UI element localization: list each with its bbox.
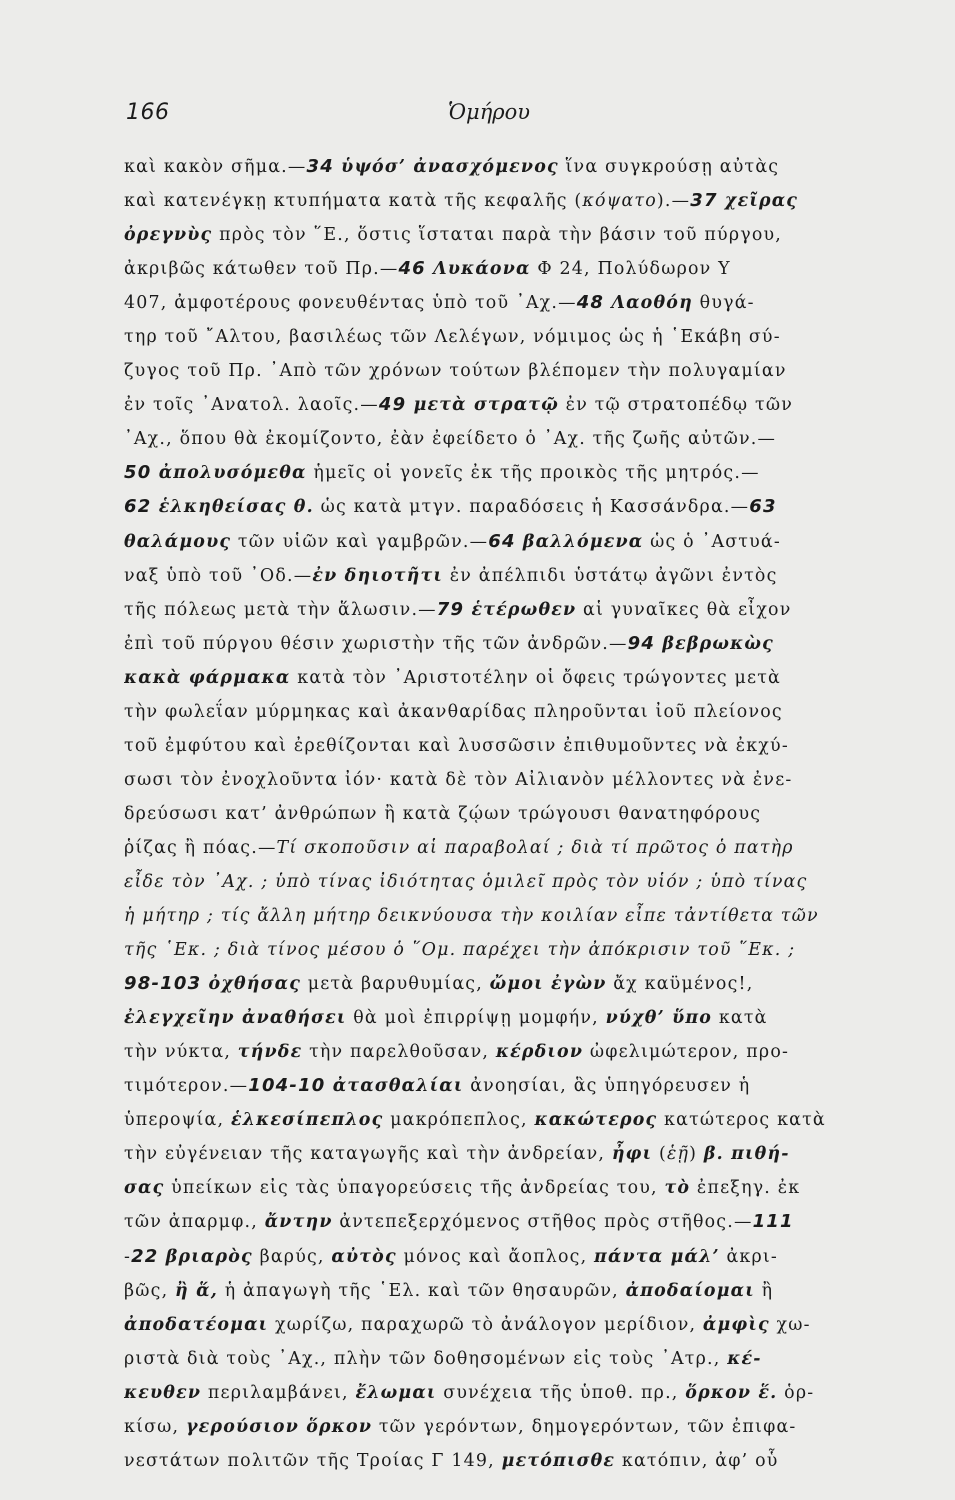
lemma: ὤμοι ἐγὼν — [489, 974, 607, 995]
text-segment: τῆς πόλεως μετὰ τὴν ἅλωσιν.— — [124, 599, 437, 620]
text-line — [124, 184, 876, 218]
text-segment: σωσι τὸν ἐνοχλοῦντα ἰόν· κατὰ δὲ τὸν Αἰλιανὸν μέλλοντες νὰ ἐνε- — [124, 769, 793, 790]
text-segment: τῶν γερόντων, δημογερόντων, τῶν ἐπιφα- — [372, 1416, 797, 1437]
text-segment: τὴν νύκτα, — [124, 1042, 238, 1063]
text-line — [124, 1035, 876, 1069]
text-segment: ἡμεῖς οἱ γονεῖς ἐκ τῆς προικὸς τῆς μητρός.— — [306, 463, 760, 484]
text-segment: τῆς ῾Εκ. ; διὰ τίνος μέσου ὁ ῞Ομ. παρέχει τὴν ἀπόκρισιν τοῦ ῞Εκ. ; — [124, 940, 796, 961]
line-reference-number: 34 — [306, 156, 334, 177]
text-segment: κατόπιν, ἀφ’ οὗ — [615, 1450, 779, 1471]
text-segment: ζυγος τοῦ Πρ. ᾿Απὸ τῶν χρόνων τούτων βλέπομεν τὴν πολυγαμίαν — [124, 361, 787, 382]
text-segment: ἀντεπεξερχόμενος στῆθος πρὸς στῆθος.— — [332, 1212, 753, 1233]
text-segment: ἡ μήτηρ ; τίς ἄλλη μήτηρ δεικνύουσα τὴν κοιλίαν εἶπε τἀντίθετα τῶν — [124, 906, 819, 927]
text-segment: ὡς κατὰ μτγν. παραδόσεις ἡ Κασσάνδρα.— — [313, 497, 750, 518]
text-line — [124, 422, 876, 456]
text-segment: χωρίζω, παραχωρῶ τὸ ἀνάλογον μερίδιον, — [268, 1314, 703, 1335]
text-line — [124, 695, 876, 729]
text-line — [124, 150, 876, 184]
text-line — [124, 1240, 876, 1274]
text-segment: ).— — [656, 191, 691, 212]
text-line — [124, 1103, 876, 1137]
text-line — [124, 354, 876, 388]
text-line — [124, 831, 876, 865]
text-segment: ἐπὶ τοῦ πύργου θέσιν χωριστὴν τῆς τῶν ἀνδρῶν.— — [124, 633, 628, 654]
line-reference-number: 46 — [398, 258, 426, 280]
text-line — [124, 797, 876, 831]
lemma: σας — [124, 1178, 165, 1199]
lemma: κέ- — [727, 1348, 762, 1369]
lemma: βαλλόμενα — [515, 531, 644, 552]
lemma: κέρδιον — [495, 1042, 584, 1063]
text-line — [124, 933, 876, 967]
text-segment: συνέχεια τῆς ὑποθ. πρ., — [436, 1382, 686, 1403]
page-number: 166 — [126, 100, 170, 125]
text-line — [124, 1205, 876, 1239]
text-segment: ) — [689, 1144, 704, 1165]
text-segment: κόψατο — [582, 191, 657, 212]
lemma: κακώτερος — [534, 1110, 658, 1131]
text-segment: ( — [652, 1144, 667, 1165]
lemma: ἑλκηθείσας θ. — [151, 497, 314, 518]
lemma: ὑψόσ’ ἀνασχόμενος — [333, 157, 559, 177]
text-line — [124, 661, 876, 695]
lemma: ἐν δηιοτῆτι — [312, 565, 443, 586]
lemma: κακὰ φάρμακα — [124, 667, 291, 688]
text-segment: πρὸς τὸν ῞Ε., ὅστις ἵσταται παρὰ τὴν βάσιν τοῦ πύργου, — [212, 225, 783, 246]
text-segment: ἡ ἀπαγωγὴ τῆς ῾Ελ. καὶ τῶν θησαυρῶν, — [217, 1280, 626, 1301]
text-segment: ᾿Αχ., ὅπου θὰ ἐκομίζοντο, ἐὰν ἐφείδετο ὁ ᾿Αχ. τῆς ζωῆς αὐτῶν.— — [124, 429, 777, 450]
line-reference-number: 50 — [124, 462, 152, 484]
lemma: ἑτέρωθεν — [464, 599, 577, 620]
text-segment: τὴν εὐγένειαν τῆς καταγωγῆς καὶ τὴν ἀνδρείαν, — [124, 1144, 612, 1165]
lemma: μετόπισθε — [501, 1450, 616, 1471]
text-segment: ναξ ὑπὸ τοῦ ᾿Οδ.— — [124, 565, 313, 586]
text-segment: ἢ — [754, 1280, 774, 1301]
text-line — [124, 1137, 876, 1171]
text-segment: τοῦ ἐμφύτου καὶ ἐρεθίζονται καὶ λυσσῶσιν ἐπιθυμοῦντες νὰ ἐκχύ- — [124, 735, 789, 756]
lemma: ἀτασθαλίαι — [325, 1076, 464, 1097]
text-line — [124, 388, 876, 422]
lemma: ἀποδαίομαι — [625, 1280, 755, 1301]
line-reference-number: 64 — [488, 530, 516, 552]
lemma: ὅρκον ἕ. — [685, 1382, 778, 1403]
lemma: αὐτὸς — [331, 1246, 397, 1267]
text-segment: κατὰ τὸν ᾿Αριστοτέλην οἱ ὄφεις τρώγοντες μετὰ — [290, 667, 781, 688]
text-segment: περιλαμβάνει, — [201, 1382, 356, 1403]
text-line — [124, 1376, 876, 1410]
page-header — [126, 100, 876, 140]
text-line — [124, 967, 876, 1001]
text-segment: μετὰ βαρυθυμίας, — [301, 974, 490, 995]
text-segment: ἐν τῷ στρατοπέδῳ τῶν — [558, 395, 793, 416]
text-segment: χω- — [769, 1314, 811, 1335]
text-segment: Τί σκοποῦσιν αἱ παραβολαί ; διὰ τί πρῶτος ὁ πατὴρ — [276, 837, 794, 858]
text-segment: δρεύσωσι κατ’ ἀνθρώπων ἢ κατὰ ζῴων τρώγουσι θανατηφόρους — [124, 803, 762, 824]
text-segment: ἵνα συγκρούσῃ αὐτὰς — [558, 157, 780, 177]
text-segment: τῶν ἀπαρμφ., — [124, 1212, 265, 1233]
line-reference-number: 111 — [752, 1211, 794, 1233]
text-segment: ὑπεροψία, — [124, 1110, 231, 1131]
text-line — [124, 865, 876, 899]
lemma: γερούσιον ὅρκον — [186, 1416, 373, 1437]
text-segment: τηρ τοῦ ῎Αλτου, βασιλέως τῶν Λελέγων, νόμιμος ὡς ἡ ῾Εκάβη σύ- — [124, 327, 781, 348]
text-segment: θυγά- — [692, 293, 755, 314]
text-segment: ὠφελιμώτερον, προ- — [583, 1042, 790, 1063]
lemma: ἦφι — [611, 1144, 653, 1165]
text-segment: - — [124, 1246, 132, 1267]
text-segment: ἀκρι- — [719, 1246, 778, 1267]
text-line — [124, 1001, 876, 1035]
text-line — [124, 1342, 876, 1376]
text-line — [124, 559, 876, 593]
lemma: ἀμφὶς — [702, 1314, 770, 1335]
text-segment: ἐπεξηγ. ἐκ — [690, 1178, 801, 1199]
text-line — [124, 1274, 876, 1308]
lemma: μετὰ στρατῷ — [406, 395, 559, 416]
text-segment: Φ 24, Πολύδωρον Υ — [530, 259, 731, 280]
text-line — [124, 1069, 876, 1103]
lemma: τὸ — [664, 1178, 691, 1199]
lemma: ἄντην — [264, 1212, 333, 1233]
text-segment: τῶν υἱῶν καὶ γαμβρῶν.— — [231, 531, 489, 552]
running-title: Ὁμήρου — [448, 100, 531, 124]
text-segment: ἀνοησίαι, ἃς ὑπηγόρευσεν ἡ — [463, 1076, 751, 1097]
line-reference-number: 94 — [627, 632, 656, 654]
text-segment: ἀκριβῶς κάτωθεν τοῦ Πρ.— — [124, 259, 399, 280]
text-line — [124, 490, 876, 524]
line-reference-number: 37 — [690, 190, 718, 212]
lemma: χεῖρας — [717, 191, 799, 212]
text-segment: κατώτερος κατὰ — [657, 1110, 826, 1131]
lemma: ἐλεγχεῖην ἀναθήσει — [124, 1008, 347, 1029]
text-line — [124, 729, 876, 763]
lemma: κευθεν — [124, 1382, 202, 1403]
text-segment: μόνος καὶ ἄοπλος, — [396, 1246, 595, 1267]
text-segment: τιμότερον.— — [124, 1076, 249, 1097]
text-segment: ῥίζας ἢ πόας.— — [124, 837, 277, 858]
text-segment: βῶς, — [124, 1280, 176, 1301]
text-segment: ἑῇ — [666, 1144, 690, 1165]
line-reference-number: 48 — [576, 292, 605, 314]
line-reference-number: 22 — [131, 1245, 159, 1267]
text-segment: ἄχ καϋμένος!, — [606, 974, 754, 995]
text-segment: νεστάτων πολιτῶν τῆς Τροίας Γ 149, — [124, 1450, 502, 1471]
text-segment: καὶ κατενέγκῃ κτυπήματα κατὰ τῆς κεφαλῆς ( — [124, 191, 583, 212]
line-reference-number: 104-10 — [248, 1075, 326, 1097]
lemma: πάντα μάλ’ — [594, 1246, 720, 1267]
text-segment: τὴν φωλεΐαν μύρμηκας καὶ ἀκανθαρίδας πληροῦνται ἰοῦ πλείονος — [124, 701, 783, 722]
text-segment: ἐν τοῖς ᾿Ανατολ. λαοῖς.— — [124, 395, 379, 416]
lemma: βεβρωκὼς — [655, 633, 774, 654]
text-segment: ριστὰ διὰ τοὺς ᾿Αχ., πλὴν τῶν δοθησομένων εἰς τοὺς ᾿Ατρ., — [124, 1348, 728, 1369]
line-reference-number: 62 — [124, 496, 152, 518]
lemma: ἔλωμαι — [355, 1382, 437, 1403]
line-reference-number: 79 — [436, 598, 465, 620]
text-line — [124, 252, 876, 286]
text-line — [124, 593, 876, 627]
text-line — [124, 1171, 876, 1205]
lemma: Λαοθόη — [604, 293, 693, 314]
text-line — [124, 1410, 876, 1444]
text-segment: ὁρ- — [777, 1382, 815, 1403]
text-segment: μακρόπεπλος, — [383, 1110, 535, 1131]
text-line — [124, 627, 876, 661]
lemma: Λυκάονα — [425, 259, 531, 280]
text-segment: καὶ κακὸν σῆμα.— — [124, 157, 307, 177]
text-line — [124, 763, 876, 797]
line-reference-number: 63 — [749, 496, 777, 518]
text-segment: 407, ἀμφοτέρους φονευθέντας ὑπὸ τοῦ ᾿Αχ.— — [124, 293, 577, 314]
text-segment: ἐν ἀπέλπιδι ὑστάτῳ ἀγῶνι ἐντὸς — [442, 565, 778, 586]
lemma: ἑλκεσίπεπλος — [230, 1110, 384, 1131]
commentary-text — [124, 150, 876, 1478]
text-line — [124, 1444, 876, 1478]
lemma: ὀρεγνὺς — [124, 225, 213, 246]
lemma: ἢ ἅ, — [175, 1280, 218, 1301]
line-reference-number: 49 — [378, 394, 407, 416]
lemma: τήνδε — [237, 1042, 303, 1063]
lemma: β. πιθή- — [703, 1144, 790, 1165]
text-line — [124, 456, 876, 490]
text-line — [124, 899, 876, 933]
text-segment: κίσω, — [124, 1416, 186, 1437]
text-segment: ὑπείκων εἰς τὰς ὑπαγορεύσεις τῆς ἀνδρείας του, — [164, 1178, 665, 1199]
text-segment: κατὰ — [712, 1008, 768, 1029]
text-line — [124, 1308, 876, 1342]
text-segment: ὡς ὁ ᾿Αστυά- — [643, 531, 781, 552]
line-reference-number: 98-103 — [124, 973, 202, 995]
text-line — [124, 286, 876, 320]
text-segment: αἱ γυναῖκες θὰ εἶχον — [576, 599, 792, 620]
lemma: ὀχθήσας — [201, 974, 302, 995]
lemma: βριαρὸς — [158, 1246, 253, 1267]
text-line — [124, 218, 876, 252]
text-line — [124, 320, 876, 354]
lemma: νύχθ’ ὕπο — [605, 1008, 713, 1029]
text-segment: θὰ μοὶ ἐπιρρίψῃ μομφήν, — [346, 1008, 606, 1029]
text-segment: βαρύς, — [252, 1246, 332, 1267]
text-segment: εἶδε τὸν ᾿Αχ. ; ὑπὸ τίνας ἰδιότητας ὁμιλεῖ πρὸς τὸν υἱόν ; ὑπὸ τίνας — [124, 871, 808, 892]
lemma: θαλάμους — [124, 531, 232, 552]
lemma: ἀποδατέομαι — [124, 1314, 269, 1335]
text-line — [124, 525, 876, 559]
text-segment: τὴν παρελθοῦσαν, — [302, 1042, 496, 1063]
lemma: ἀπολυσόμεθα — [151, 463, 307, 484]
